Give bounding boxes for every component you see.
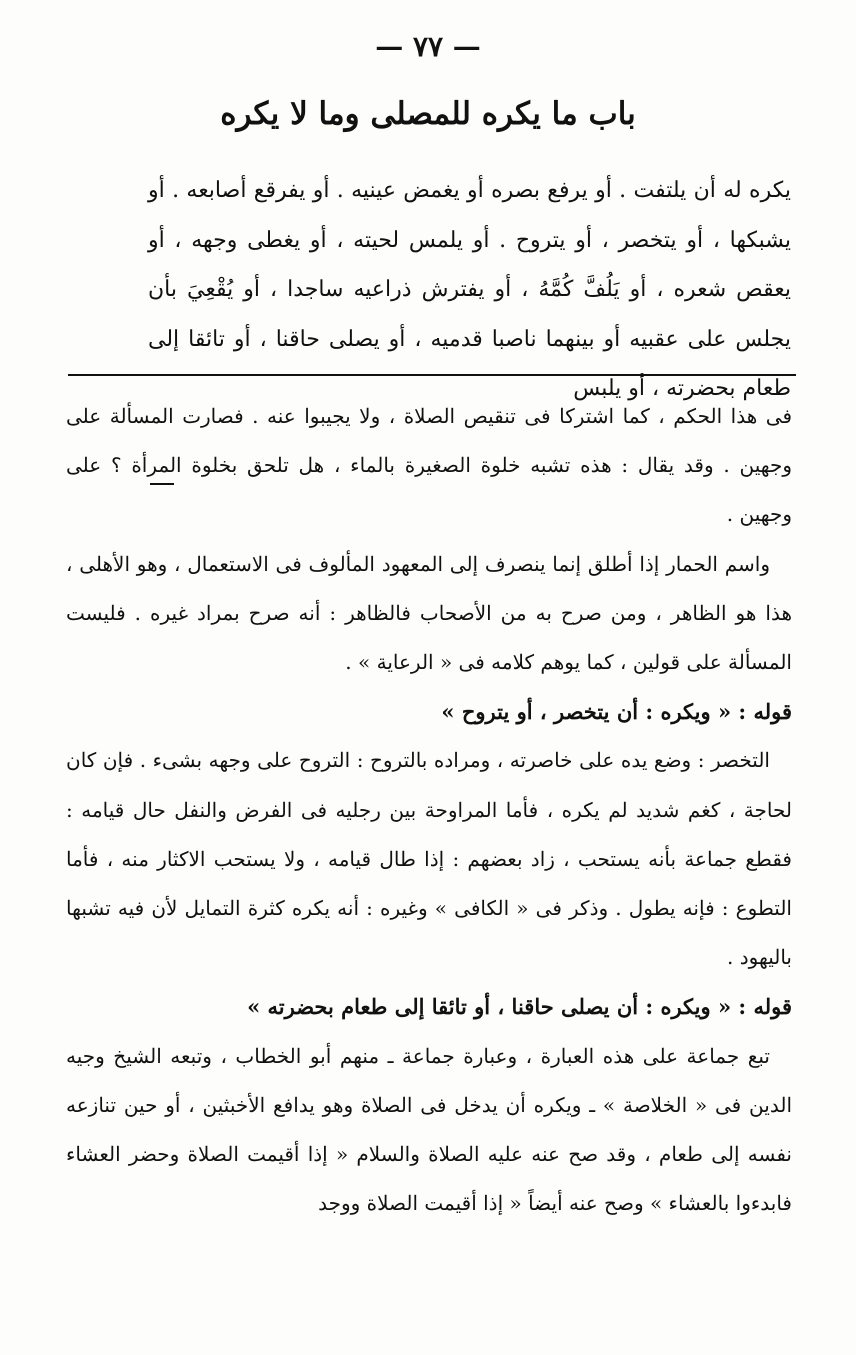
commentary-paragraph: فى هذا الحكم ، كما اشتركا فى تنقيص الصلاة ، ولا يجيبوا عنه . فصارت المسألة على وجهين . وقد يقال : هذه تشبه خلوة الصغيرة بالماء ، هل تلحق بخلوة المرأة ؟ على وجهين . (66, 404, 792, 527)
page-number: — ٧٧ — (375, 30, 481, 63)
main-text: يكره له أن يلتفت . أو يرفع بصره أو يغمض عينيه . أو يفرقع أصابعه . أو يشبكها ، أو يتخصر ، أو يتروح . أو يلمس لحيته ، أو يغطى وجهه ، أو يعقص شعره ، أو يَلُفَّ كُمَّهُ ، أو يفترش ذراعيه ساجدا ، أو يُقْعِيَ بأن يجلس على عقبيه أو بينهما ناصبا قدميه ، أو يصلى حاقنا ، أو تائقا إلى طعام بحضرته ، أو يلبس (148, 178, 791, 401)
commentary-paragraph: تبع جماعة على هذه العبارة ، وعبارة جماعة ـ منهم أبو الخطاب ، وتبعه الشيخ وجيه الدين فى « الخلاصة » ـ ويكره أن يدخل فى الصلاة وهو يدافع الأخبثين ، أو حين تنازعه نفسه إلى طعام ، وقد صح عنه عليه الصلاة والسلام « إذا أقيمت الصلاة وحضر العشاء فابدءوا بالعشاء » وصح عنه أيضاً « إذا أقيمت الصلاة ووجد (66, 1043, 793, 1216)
commentary-section (66, 392, 792, 1228)
footnote-divider (68, 374, 796, 376)
commentary-paragraph: واسم الحمار إذا أطلق إنما ينصرف إلى المعهود المألوف فى الاستعمال ، وهو الأهلى ، هذا هو الظاهر ، ومن صرح به من الأصحاب فالظاهر : أنه صرح بمراد غيره . فليست المسألة على قولين ، كما يوهم كلامه فى « الرعاية » . (66, 551, 792, 675)
underline-mark (150, 483, 174, 485)
commentary-heading: قوله : « ويكره : أن يصلى حاقنا ، أو تائقا إلى طعام بحضرته » (247, 994, 792, 1020)
commentary-heading: قوله : « ويكره : أن يتخصر ، أو يتروح » (441, 699, 792, 725)
chapter-title: باب ما يكره للمصلى وما لا يكره (220, 96, 636, 132)
commentary-paragraph: التخصر : وضع يده على خاصرته ، ومراده بالتروح : التروح على وجهه بشىء . فإن كان لحاجة ، كغم شديد لم يكره ، فأما المراوحة بين رجليه فى الفرض والنفل حال قيامه : فقطع جماعة بأنه يستحب ، زاد بعضهم : إذا طال قيامه ، ولا يستحب الاكثار منه ، فأما التطوع : فإنه يطول . وذكر فى « الكافى » وغيره : أنه يكره كثرة التمايل لأن فيه تشبها باليهود . (66, 748, 792, 970)
